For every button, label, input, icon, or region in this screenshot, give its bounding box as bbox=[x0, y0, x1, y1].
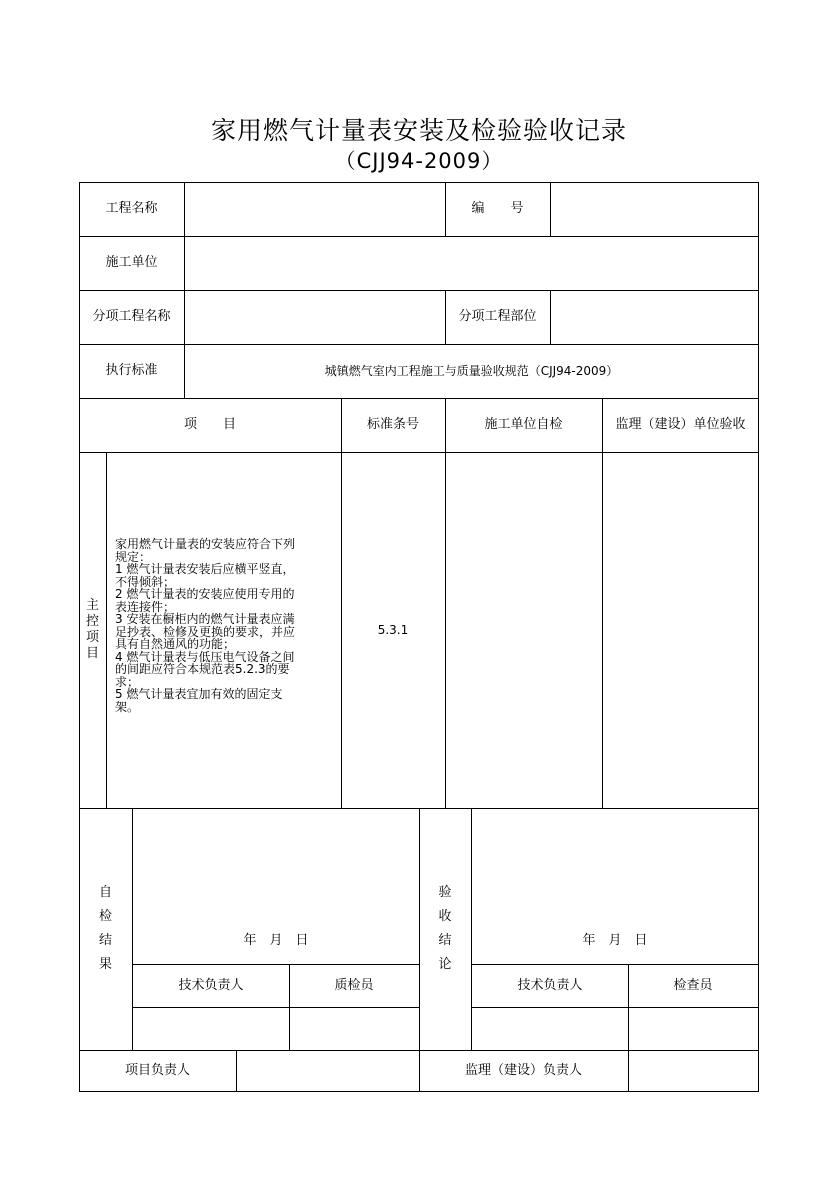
quality-inspector-label: 质检员 bbox=[334, 977, 374, 993]
page-title: 家用燃气计量表安装及检验验收记录 bbox=[210, 116, 627, 145]
acceptance-tech-leader-label: 技术负责人 bbox=[517, 977, 583, 993]
inspector-label: 检查员 bbox=[673, 977, 713, 993]
sub-project-part-label: 分项工程部位 bbox=[458, 309, 537, 324]
category-char: 主 bbox=[85, 598, 99, 613]
quality-inspector-signature[interactable] bbox=[290, 1008, 419, 1050]
supervision-leader-label: 监理（建设）负责人 bbox=[464, 1062, 582, 1078]
acceptance-conclusion-label bbox=[419, 808, 471, 1050]
project-name-field[interactable] bbox=[185, 182, 445, 236]
label-char: 结 bbox=[438, 933, 452, 948]
self-check-date: 年 月 日 bbox=[243, 933, 309, 948]
main-control-category bbox=[79, 452, 106, 808]
category-char: 控 bbox=[85, 614, 99, 629]
clause-column-header: 标准条号 bbox=[366, 417, 419, 432]
label-char: 果 bbox=[98, 957, 112, 972]
self-check-column-header: 施工单位自检 bbox=[484, 417, 563, 432]
category-char: 项 bbox=[85, 630, 99, 645]
supervision-entry[interactable] bbox=[603, 453, 758, 807]
category-char: 目 bbox=[85, 646, 99, 661]
supervision-leader-signature[interactable] bbox=[629, 1051, 758, 1091]
construction-unit-field[interactable] bbox=[185, 236, 758, 290]
tech-leader-label: 技术负责人 bbox=[178, 977, 244, 993]
page-subtitle: （CJJ94-2009） bbox=[334, 149, 504, 173]
supervision-column-header: 监理（建设）单位验收 bbox=[615, 417, 746, 432]
table-border-right bbox=[758, 182, 759, 1092]
standard-value: 城镇燃气室内工程施工与质量验收规范（CJJ94-2009） bbox=[324, 364, 619, 378]
tech-leader-signature[interactable] bbox=[133, 1008, 289, 1050]
label-char: 检 bbox=[98, 909, 112, 924]
main-control-requirement: 家用燃气计量表的安装应符合下列 规定： 1 燃气计量表安装后应横平竖直， 不得倾斜； 2 燃气计量表的安装应使用专用的 表连接件； 3 安装在橱柜内的燃气计量表应满 足抄表、检修及更换的要求，并应 具有自然通风的功能； 4 燃气计量表与低压电气设备之间 的间距应符合本规范表5.2.3的要 求； 5 燃气计量表宜加有效的固定支 架。 bbox=[115, 537, 296, 714]
inspector-signature[interactable] bbox=[629, 1008, 758, 1050]
number-label: 编 号 bbox=[471, 201, 524, 216]
label-char: 结 bbox=[98, 933, 112, 948]
number-field[interactable] bbox=[551, 182, 758, 236]
clause-number: 5.3.1 bbox=[377, 623, 409, 637]
acceptance-tech-leader-signature[interactable] bbox=[472, 1008, 628, 1050]
acceptance-date: 年 月 日 bbox=[582, 933, 648, 948]
label-char: 自 bbox=[98, 885, 112, 900]
project-name-label: 工程名称 bbox=[105, 201, 158, 216]
sub-project-part-field[interactable] bbox=[551, 290, 758, 344]
project-manager-label: 项目负责人 bbox=[124, 1062, 190, 1078]
label-char: 论 bbox=[438, 957, 452, 972]
sub-project-name-field[interactable] bbox=[185, 290, 445, 344]
label-char: 收 bbox=[438, 909, 452, 924]
self-check-entry[interactable] bbox=[446, 453, 601, 807]
col-divider bbox=[106, 452, 107, 808]
self-check-result-label bbox=[79, 808, 132, 1050]
standard-label: 执行标准 bbox=[105, 363, 158, 378]
construction-unit-label: 施工单位 bbox=[105, 255, 158, 270]
sub-project-name-label: 分项工程名称 bbox=[92, 309, 171, 324]
project-manager-signature[interactable] bbox=[237, 1051, 419, 1091]
label-char: 验 bbox=[438, 885, 452, 900]
record-table bbox=[79, 182, 759, 1092]
item-column-header: 项 目 bbox=[183, 417, 236, 432]
